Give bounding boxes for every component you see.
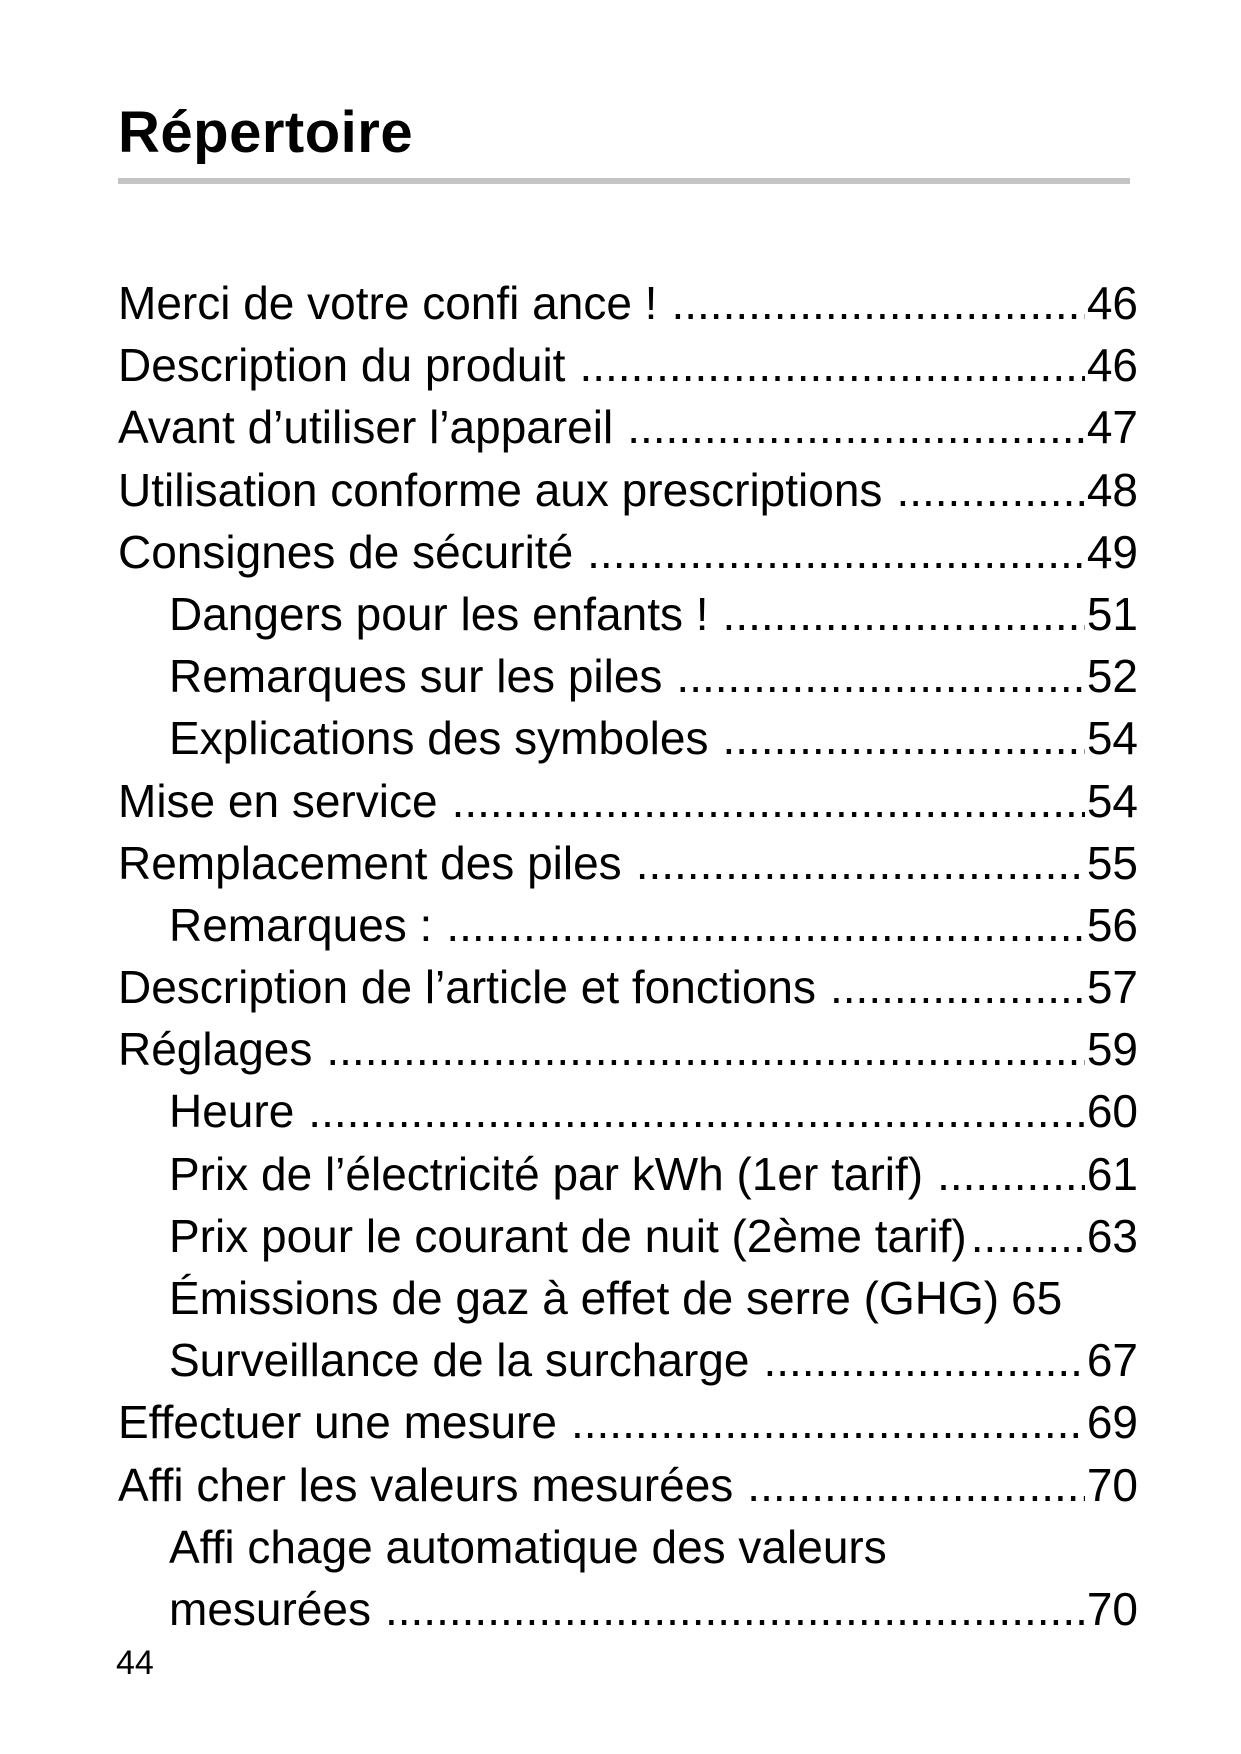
toc-subentry[interactable] [118, 1143, 1138, 1205]
toc-entry-label: Remarques : [169, 898, 433, 951]
toc-entry-page: 55 [1086, 836, 1138, 889]
toc-entry-label: Mise en service [118, 774, 438, 827]
toc-entry-page: 52 [1086, 650, 1138, 703]
toc-leader [830, 956, 1085, 1018]
toc-entry-label-continued: mesurées [169, 1582, 371, 1635]
toc-entry-label: Explications des symboles [169, 712, 709, 765]
toc-entry-label: Merci de votre confi ance ! [118, 277, 658, 329]
toc-entry-page: 65 [1011, 1272, 1063, 1324]
toc-entry-page: 56 [1086, 898, 1138, 951]
toc-entry[interactable] [118, 956, 1138, 1018]
toc-entry-label: Utilisation conforme aux prescriptions [118, 463, 883, 516]
toc-leader [579, 334, 1084, 396]
toc-subentry[interactable] [118, 583, 1138, 645]
toc-leader [722, 707, 1084, 769]
toc-leader [308, 1080, 1085, 1142]
toc-entry-page: 70 [1086, 1582, 1138, 1635]
toc-leader [896, 459, 1084, 521]
toc-entry[interactable] [118, 1391, 1138, 1453]
toc-entry[interactable] [118, 1454, 1138, 1516]
toc-leader [747, 1454, 1085, 1516]
toc-leader [571, 1391, 1085, 1453]
toc-subentry[interactable] [118, 1205, 1138, 1267]
toc-subentry[interactable] [118, 1267, 1138, 1329]
toc-entry-page: 54 [1086, 712, 1138, 765]
toc-entry-label: Émissions de gaz à effet de serre (GHG) [169, 1272, 1000, 1324]
toc-leader [446, 894, 1084, 956]
toc-entry-label: Heure [169, 1085, 295, 1138]
toc-entry-page: 70 [1086, 1458, 1138, 1511]
toc-subentry[interactable] [118, 894, 1138, 956]
toc-entry-label: Dangers pour les enfants ! [169, 587, 709, 640]
toc-entry-label: Prix pour le courant de nuit (2ème tarif) [169, 1209, 967, 1262]
toc-entry-page: 51 [1086, 587, 1138, 640]
toc-entry[interactable] [118, 832, 1138, 894]
toc-entry-page: 46 [1086, 277, 1138, 329]
toc-subentry-line2[interactable] [118, 1578, 1138, 1640]
toc-entry-page: 69 [1086, 1396, 1138, 1449]
toc-entry[interactable] [118, 396, 1138, 458]
toc-leader [937, 1143, 1085, 1205]
toc-entry-label: Remarques sur les piles [169, 650, 663, 703]
toc-entry-page: 49 [1086, 525, 1138, 578]
table-of-contents [118, 272, 1138, 1640]
toc-subentry-line1[interactable] [118, 1516, 1138, 1578]
toc-entry[interactable] [118, 521, 1138, 583]
toc-leader [636, 832, 1085, 894]
toc-leader [723, 583, 1085, 645]
toc-entry-label: Surveillance de la surcharge [169, 1334, 750, 1387]
toc-entry[interactable] [118, 459, 1138, 521]
toc-leader [385, 1578, 1085, 1640]
toc-entry[interactable] [118, 334, 1138, 396]
toc-leader [452, 770, 1085, 832]
toc-entry-label: Effectuer une mesure [118, 1396, 557, 1449]
toc-leader [587, 521, 1085, 583]
toc-entry-label: Affi chage automatique des valeurs [169, 1520, 887, 1573]
toc-entry-page: 63 [1086, 1209, 1138, 1262]
page-number: 44 [116, 1644, 154, 1682]
toc-entry-label: Description du produit [118, 339, 566, 392]
toc-entry-page: 54 [1086, 774, 1138, 827]
toc-entry-label: Réglages [118, 1023, 313, 1076]
toc-entry[interactable] [118, 272, 1138, 334]
toc-entry-label: Remplacement des piles [118, 836, 622, 889]
toc-entry-page: 61 [1086, 1147, 1138, 1200]
toc-subentry[interactable] [118, 1329, 1138, 1391]
toc-entry-page: 60 [1086, 1085, 1138, 1138]
page-title: Répertoire [118, 100, 414, 165]
toc-entry-label: Affi cher les valeurs mesurées [118, 1458, 734, 1511]
toc-entry-page: 47 [1086, 401, 1138, 454]
toc-leader [971, 1205, 1085, 1267]
toc-entry-page: 48 [1086, 463, 1138, 516]
title-underline [118, 178, 1130, 184]
toc-leader [627, 396, 1085, 458]
toc-subentry[interactable] [118, 645, 1138, 707]
toc-entry-label: Prix de l’électricité par kWh (1er tarif) [169, 1147, 924, 1200]
toc-leader [763, 1329, 1084, 1391]
toc-leader [676, 645, 1084, 707]
toc-entry-page: 46 [1086, 339, 1138, 392]
toc-entry-label: Description de l’article et fonctions [118, 961, 816, 1014]
toc-entry-label: Avant d’utiliser l’appareil [118, 401, 614, 454]
toc-entry[interactable] [118, 1018, 1138, 1080]
toc-entry[interactable] [118, 770, 1138, 832]
toc-leader [326, 1018, 1084, 1080]
toc-entry-page: 57 [1086, 961, 1138, 1014]
toc-subentry[interactable] [118, 707, 1138, 769]
toc-subentry[interactable] [118, 1080, 1138, 1142]
toc-entry-page: 59 [1086, 1023, 1138, 1076]
toc-entry-page: 67 [1086, 1334, 1138, 1387]
toc-entry-label: Consignes de sécurité [118, 525, 574, 578]
toc-leader [671, 272, 1084, 334]
